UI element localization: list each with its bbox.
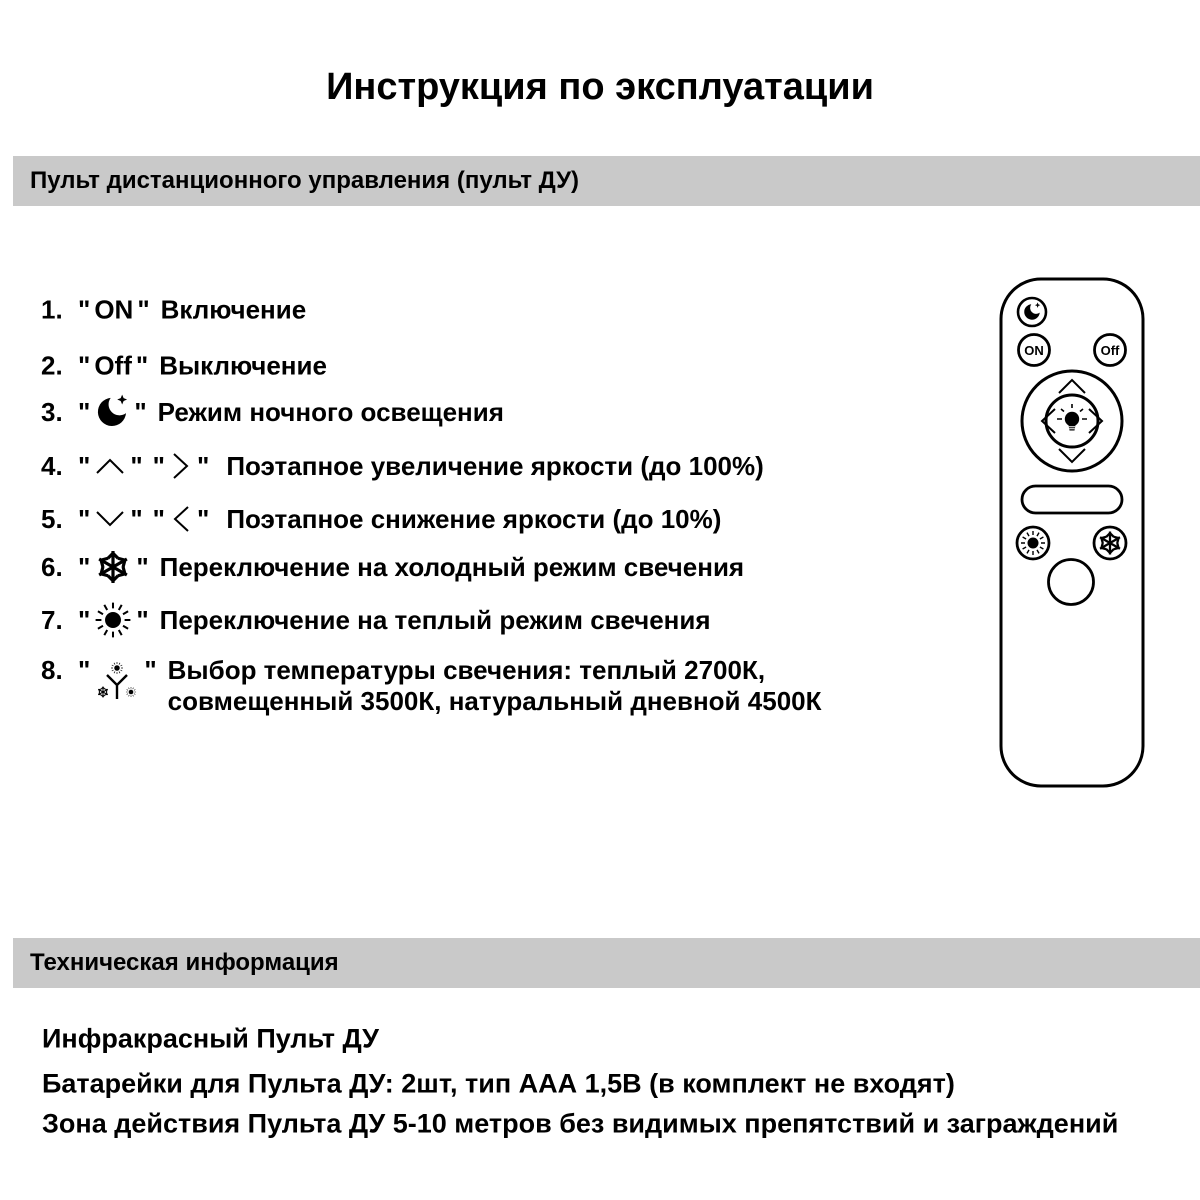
list-text: Переключение на холодный режим свечения — [159, 551, 745, 582]
quote-mark: " — [78, 396, 91, 427]
quote-mark: " — [78, 350, 91, 381]
pill-button — [1022, 486, 1122, 513]
warm-mode-button — [1017, 527, 1049, 559]
quote-mark: " — [136, 604, 149, 635]
list-number: 3. — [41, 396, 63, 427]
chevron-up-icon — [94, 453, 126, 479]
quote-mark: " — [135, 350, 149, 381]
quote-mark: " — [78, 655, 91, 685]
list-text: Переключение на теплый режим свечения — [159, 604, 711, 635]
quote-mark: " — [196, 503, 210, 534]
quote-mark: " — [130, 450, 143, 481]
quote-mark: " — [137, 294, 150, 325]
section-header-tech-label: Техническая информация — [30, 949, 339, 976]
night-mode-button — [1018, 298, 1046, 326]
off-button-label: Off — [1100, 342, 1120, 358]
quote-mark: " — [78, 294, 91, 325]
list-text: Выключение — [159, 350, 327, 381]
list-number: 5. — [41, 503, 63, 534]
quote-mark: " — [152, 503, 165, 534]
list-text-line2: совмещенный 3500К, натуральный дневной 4500К — [167, 686, 822, 716]
tech-info-line-3: Зона действия Пульта ДУ 5-10 метров без видимых препятствий и заграждений — [42, 1108, 1119, 1139]
chevron-down-icon — [94, 506, 126, 532]
quote-mark: " — [144, 655, 157, 685]
bottom-round-button — [1049, 560, 1094, 605]
on-button-label: ON — [1024, 342, 1044, 358]
quote-mark: " — [78, 604, 91, 635]
list-item-6 — [41, 548, 744, 586]
on-button — [1019, 335, 1050, 366]
list-number: 7. — [41, 604, 63, 635]
section-header-remote-label: Пульт дистанционного управления (пульт ДУ) — [30, 167, 579, 194]
quote-mark: " — [78, 551, 91, 582]
list-number: 1. — [41, 294, 63, 325]
quote-mark: " — [130, 503, 143, 534]
list-number: 6. — [41, 551, 63, 582]
list-text-line1: Выбор температуры свечения: теплый 2700К, — [167, 655, 766, 685]
section-header-tech — [13, 938, 1200, 988]
list-item-4 — [41, 450, 764, 482]
cold-mode-button — [1094, 527, 1126, 559]
quote-mark: " — [152, 450, 165, 481]
list-item-1 — [41, 295, 306, 326]
chevron-left-icon — [169, 503, 193, 535]
quote-mark: " — [78, 503, 91, 534]
off-label: Off — [94, 350, 132, 381]
sun-icon — [94, 601, 132, 639]
page-title: Инструкция по эксплуатации — [326, 66, 874, 108]
list-text — [168, 655, 822, 717]
quote-mark: " — [136, 551, 149, 582]
on-label: ON — [94, 294, 134, 325]
list-item-2 — [41, 351, 327, 382]
list-item-8 — [41, 655, 821, 717]
chevron-right-icon — [169, 450, 193, 482]
quote-mark: " — [134, 396, 147, 427]
list-item-7 — [41, 601, 711, 639]
off-button — [1095, 335, 1126, 366]
list-number: 4. — [41, 450, 63, 481]
quote-mark: " — [196, 450, 210, 481]
list-number: 2. — [41, 350, 63, 381]
brightness-dpad — [1022, 371, 1122, 471]
tech-info-line-2: Батарейки для Пульта ДУ: 2шт, тип ААА 1,5В (в комплект не входят) — [42, 1068, 955, 1099]
remote-illustration — [998, 276, 1148, 791]
list-number: 8. — [41, 655, 63, 685]
list-text: Включение — [160, 294, 307, 325]
list-text: Поэтапное снижение яркости (до 10%) — [226, 503, 722, 534]
snowflake-icon — [94, 548, 132, 586]
section-header-remote — [13, 156, 1200, 206]
tech-info-line-1: Инфракрасный Пульт ДУ — [42, 1023, 379, 1054]
moon-star-icon — [94, 394, 130, 430]
temperature-select-icon — [94, 658, 140, 706]
list-item-5 — [41, 503, 721, 535]
quote-mark: " — [78, 450, 91, 481]
list-item-3 — [41, 394, 504, 430]
list-text: Поэтапное увеличение яркости (до 100%) — [226, 450, 764, 481]
list-text: Режим ночного освещения — [157, 396, 504, 427]
